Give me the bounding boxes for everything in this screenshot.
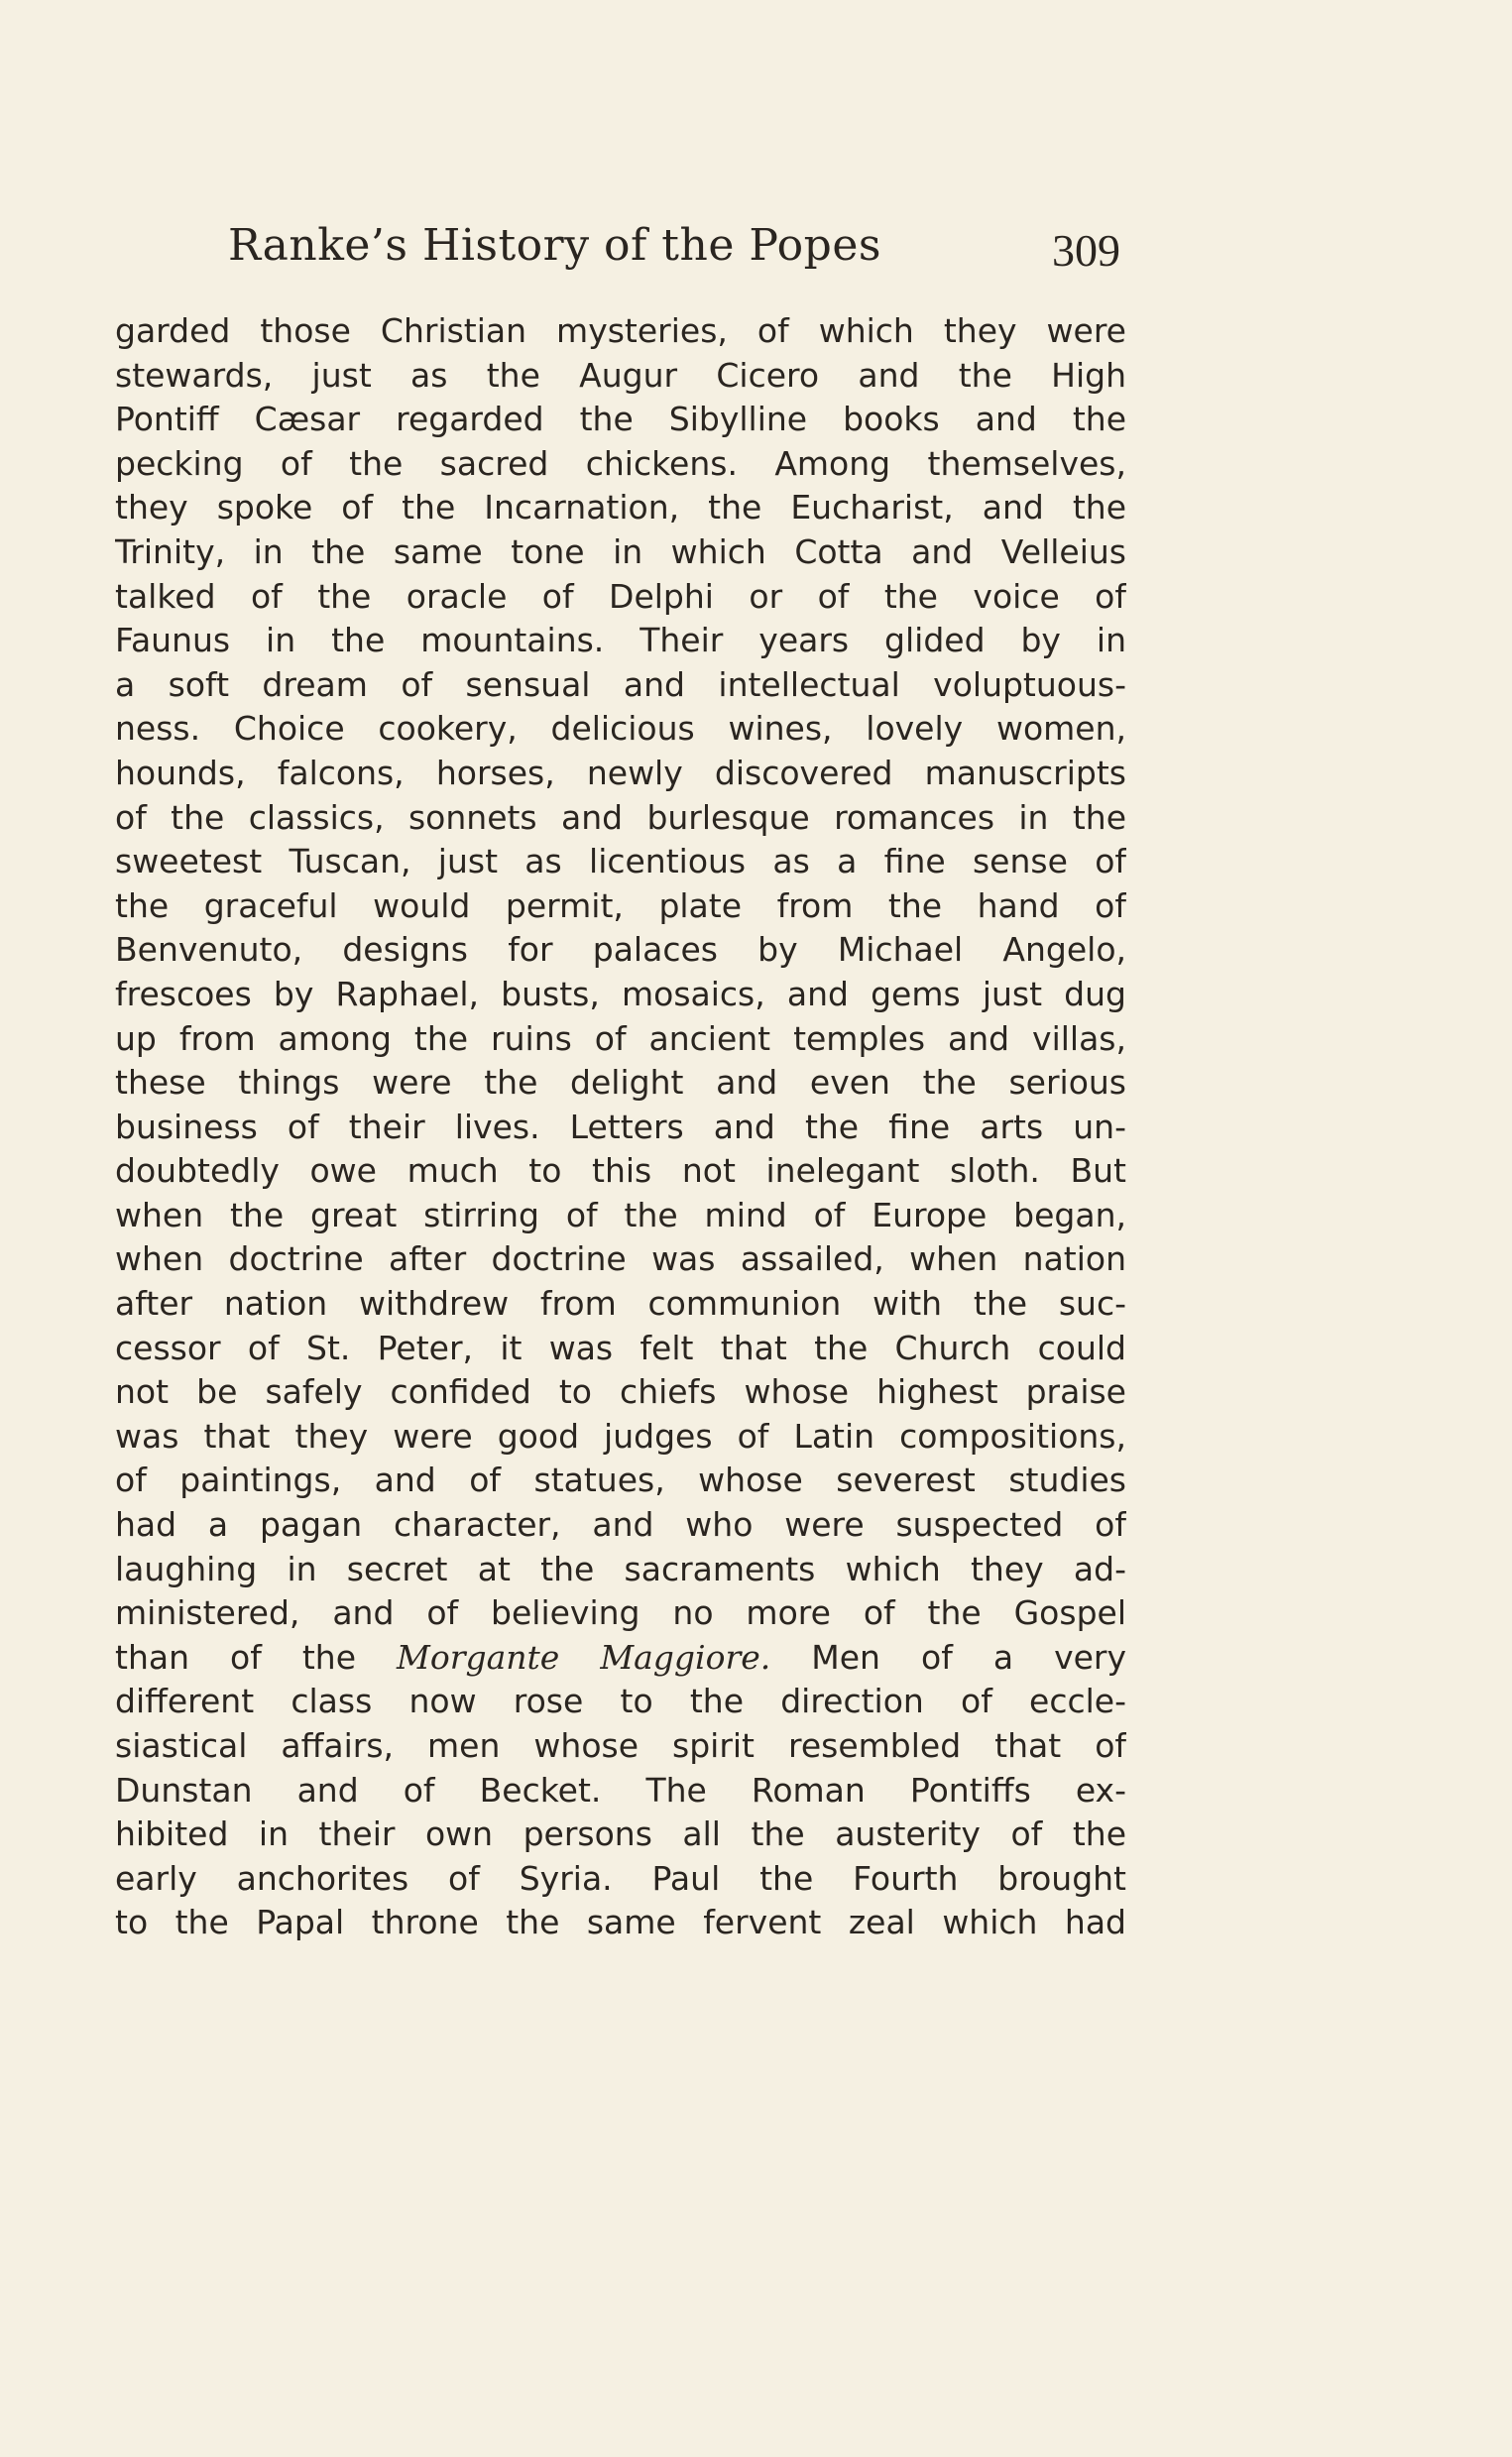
running-head <box>228 220 1120 290</box>
text-line: when doctrine after doctrine was assailed, when nation <box>115 1239 1126 1279</box>
text-line: Pontiff Cæsar regarded the Sibylline books and the <box>115 400 1126 439</box>
text-line: hibited in their own persons all the austerity of the <box>115 1814 1126 1854</box>
text-line: had a pagan character, and who were suspected of <box>115 1505 1126 1545</box>
text-line: different class now rose to the direction of eccle- <box>115 1682 1126 1721</box>
text-line: laughing in secret at the sacraments which they ad- <box>115 1549 1126 1588</box>
text-line-with-italic <box>115 1636 1126 1681</box>
running-title: Ranke’s History of the Popes <box>228 220 881 271</box>
text-line: sweetest Tuscan, just as licentious as a fine sense of <box>115 842 1126 881</box>
page-number: 309 <box>1052 225 1120 276</box>
text-line: siastical affairs, men whose spirit resembled that of <box>115 1726 1126 1765</box>
text-line: cessor of St. Peter, it was felt that the Church could <box>115 1328 1126 1367</box>
text-line: after nation withdrew from communion with the suc- <box>115 1284 1126 1324</box>
text-line: doubtedly owe much to this not inelegant sloth. But <box>115 1151 1126 1191</box>
italic-title: Morgante Maggiore. <box>397 1637 771 1677</box>
text-line: stewards, just as the Augur Cicero and the High <box>115 355 1126 395</box>
text-line: ministered, and of believing no more of the Gospel <box>115 1593 1126 1633</box>
text-line: the graceful would permit, plate from the hand of <box>115 885 1126 925</box>
text-segment: than of the <box>115 1637 398 1677</box>
text-line: Dunstan and of Becket. The Roman Pontiffs ex- <box>115 1770 1126 1810</box>
text-line: hounds, falcons, horses, newly discovered manuscripts <box>115 753 1126 792</box>
text-segment: Men of a very <box>770 1637 1126 1677</box>
text-line: early anchorites of Syria. Paul the Fourth brought <box>115 1858 1126 1898</box>
text-line: garded those Christian mysteries, of which they were <box>115 311 1126 350</box>
text-line: business of their lives. Letters and the fine arts un- <box>115 1107 1126 1146</box>
text-line: talked of the oracle of Delphi or of the voice of <box>115 576 1126 616</box>
text-line: pecking of the sacred chickens. Among themselves, <box>115 443 1126 483</box>
text-line: frescoes by Raphael, busts, mosaics, and gems just dug <box>115 974 1126 1013</box>
text-line: they spoke of the Incarnation, the Eucharist, and the <box>115 488 1126 527</box>
text-line: Benvenuto, designs for palaces by Michael Angelo, <box>115 930 1126 970</box>
text-line: a soft dream of sensual and intellectual voluptuous- <box>115 664 1126 704</box>
text-line: up from among the ruins of ancient temples and villas, <box>115 1018 1126 1058</box>
text-line: not be safely confided to chiefs whose highest praise <box>115 1372 1126 1412</box>
text-line: Faunus in the mountains. Their years glided by in <box>115 621 1126 660</box>
body-text <box>115 309 1126 1945</box>
text-line: when the great stirring of the mind of Europe began, <box>115 1195 1126 1234</box>
text-line: these things were the delight and even the serious <box>115 1063 1126 1103</box>
text-line: ness. Choice cookery, delicious wines, lovely women, <box>115 709 1126 749</box>
text-line: Trinity, in the same tone in which Cotta and Velleius <box>115 531 1126 571</box>
text-line: to the Papal throne the same fervent zeal which had <box>115 1903 1126 1942</box>
text-line: of the classics, sonnets and burlesque romances in the <box>115 797 1126 837</box>
text-line: was that they were good judges of Latin compositions, <box>115 1416 1126 1456</box>
text-line: of paintings, and of statues, whose severest studies <box>115 1461 1126 1500</box>
